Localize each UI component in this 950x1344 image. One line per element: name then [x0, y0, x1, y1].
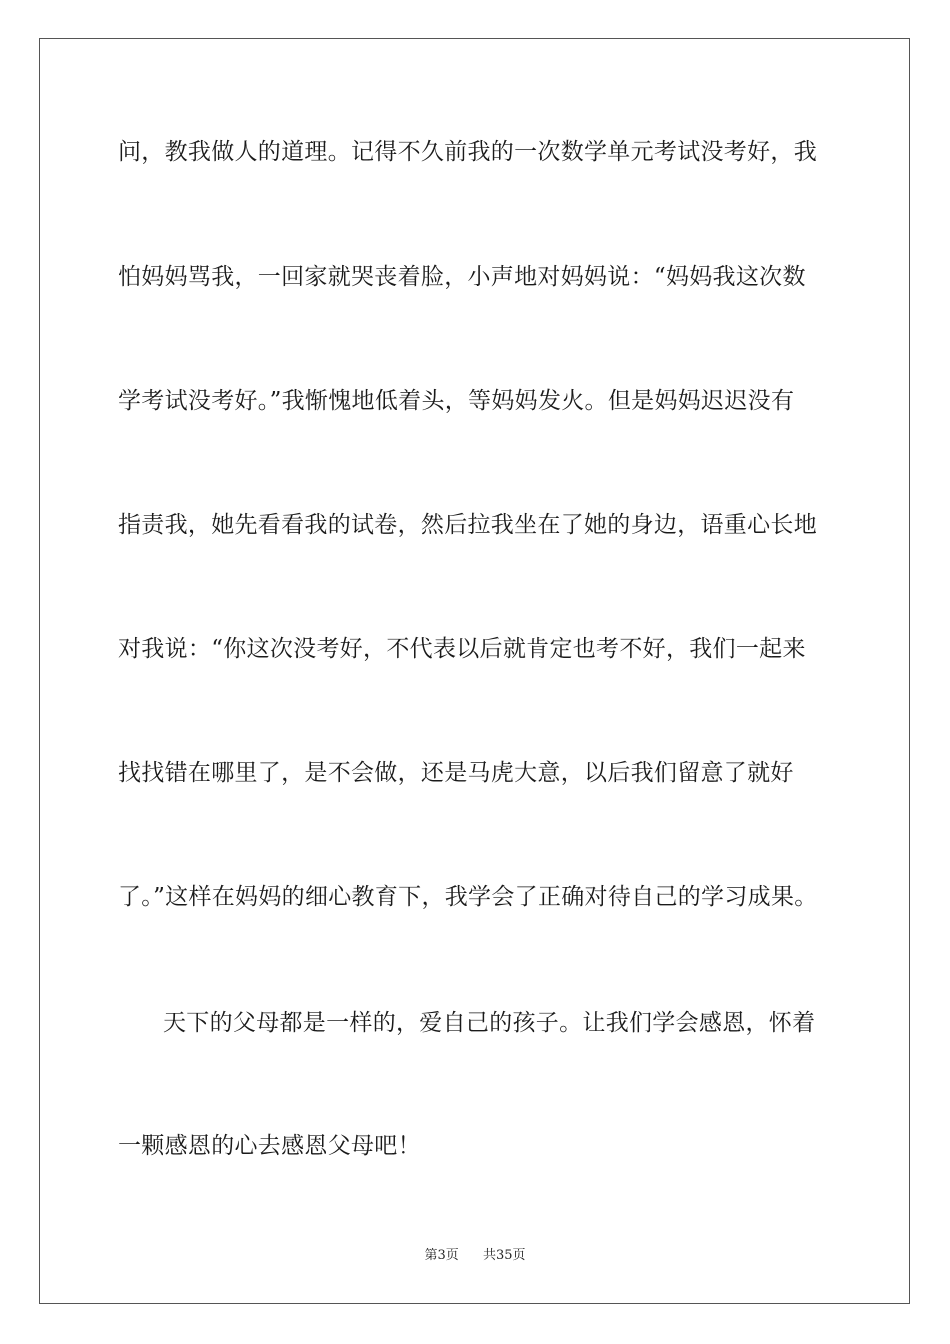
- body-line-5: 对我说：“你这次没考好，不代表以后就肯定也考不好，我们一起来: [118, 636, 806, 662]
- body-line-1: 问，教我做人的道理。记得不久前我的一次数学单元考试没考好，我: [118, 139, 817, 165]
- current-page-number: 第3页: [424, 1248, 459, 1263]
- body-line-7: 了。”这样在妈妈的细心教育下，我学会了正确对待自己的学习成果。: [118, 884, 818, 910]
- body-line-2: 怕妈妈骂我，一回家就哭丧着脸，小声地对妈妈说：“妈妈我这次数: [118, 264, 806, 290]
- body-line-8: 天下的父母都是一样的，爱自己的孩子。让我们学会感恩，怀着: [163, 1010, 816, 1036]
- page-border: [39, 38, 910, 1304]
- body-line-3: 学考试没考好。”我惭愧地低着头，等妈妈发火。但是妈妈迟迟没有: [118, 388, 795, 414]
- page-footer: [0, 1247, 950, 1265]
- total-page-count: 共35页: [483, 1248, 526, 1263]
- body-line-6: 找找错在哪里了，是不会做，还是马虎大意，以后我们留意了就好: [118, 760, 794, 786]
- body-line-9: 一颗感恩的心去感恩父母吧！: [118, 1133, 421, 1159]
- body-line-4: 指责我，她先看看我的试卷，然后拉我坐在了她的身边，语重心长地: [118, 512, 817, 538]
